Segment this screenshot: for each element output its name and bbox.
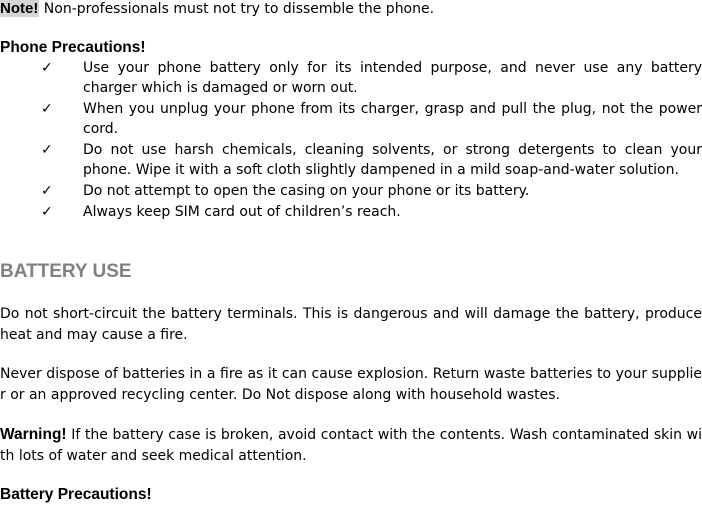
phone-precautions-heading: Phone Precautions! bbox=[0, 39, 146, 56]
list-item-text: When you unplug your phone from its charger, grasp and pull the plug, not the power cord. bbox=[83, 101, 702, 137]
check-mark-icon: ✓ bbox=[41, 101, 53, 117]
phone-precautions-list bbox=[0, 58, 702, 223]
list-item-text: Use your phone battery only for its intended purpose, and never use any battery charger which is damaged or worn out. bbox=[83, 60, 702, 96]
list-item bbox=[0, 140, 702, 180]
battery-use-title: BATTERY USE bbox=[0, 261, 132, 282]
list-item bbox=[0, 99, 702, 139]
list-item bbox=[0, 181, 702, 201]
battery-paragraph-1: Do not short-circuit the battery terminals. This is dangerous and will damage the battery, produce heat and may cause a fire. bbox=[0, 306, 702, 343]
battery-paragraph-2: Never dispose of batteries in a fire as it can cause explosion. Return waste batteries to your supplier or an approved recycling center. Do Not dispose along with household wastes. bbox=[0, 366, 702, 403]
warning-text: If the battery case is broken, avoid contact with the contents. Wash contaminated skin with lots of water and seek medical attention. bbox=[0, 427, 702, 464]
battery-precautions-heading: Battery Precautions! bbox=[0, 486, 152, 503]
check-mark-icon: ✓ bbox=[41, 204, 53, 220]
check-mark-icon: ✓ bbox=[41, 142, 53, 158]
list-item-text: Do not attempt to open the casing on your phone or its battery. bbox=[83, 183, 530, 199]
check-mark-icon: ✓ bbox=[41, 183, 53, 199]
warning-paragraph bbox=[0, 424, 702, 467]
list-item-text: Always keep SIM card out of children’s reach. bbox=[83, 204, 401, 220]
list-item bbox=[0, 58, 702, 98]
check-mark-icon: ✓ bbox=[41, 60, 53, 76]
note-line bbox=[0, 0, 702, 18]
note-label: Note! bbox=[0, 0, 39, 17]
list-item-text: Do not use harsh chemicals, cleaning solvents, or strong detergents to clean your phone. Wipe it with a soft cloth slightly dampened in a mild soap-and-water solution. bbox=[83, 142, 702, 178]
list-item bbox=[0, 202, 702, 222]
note-text: Non-professionals must not try to dissemble the phone. bbox=[39, 1, 435, 17]
warning-label: Warning! bbox=[0, 426, 67, 443]
